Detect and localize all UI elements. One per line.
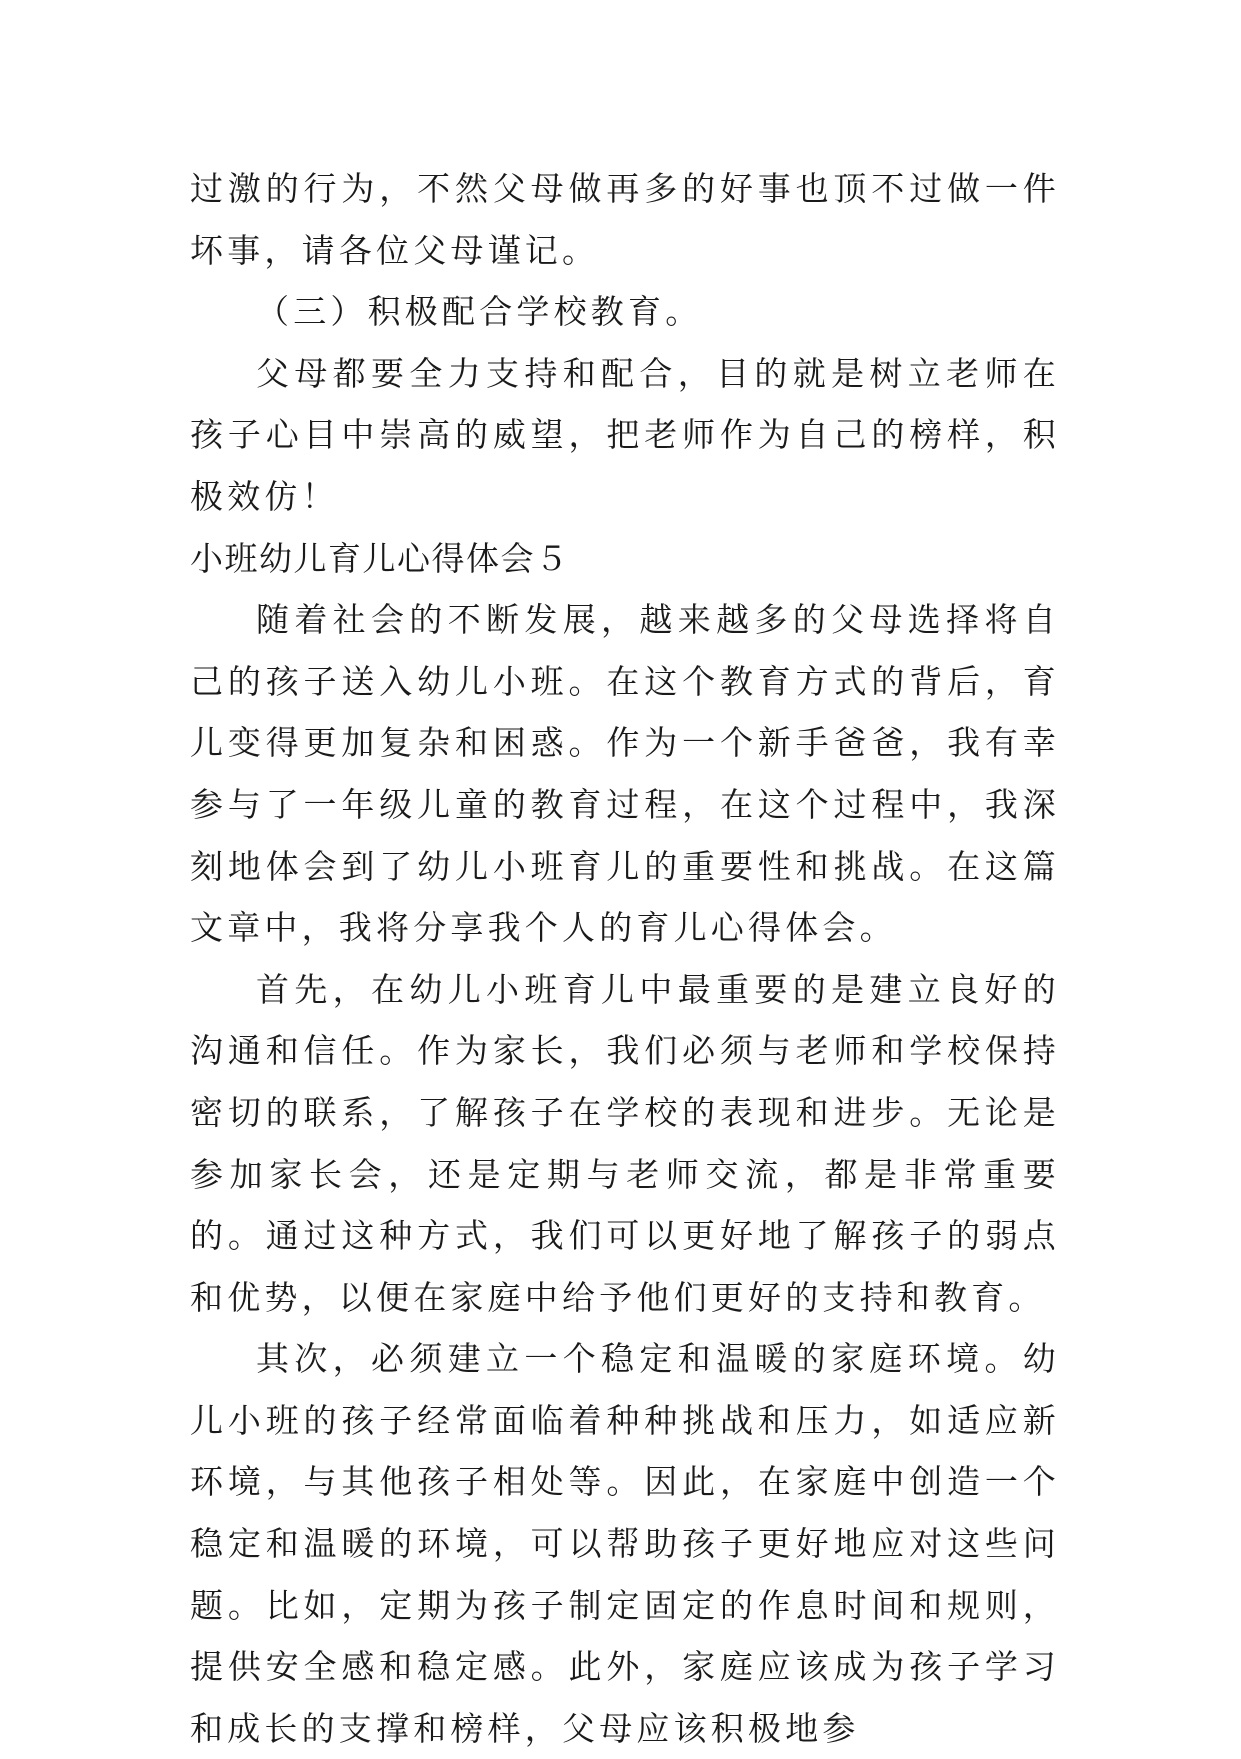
section-title: 小班幼儿育儿心得体会５	[190, 538, 570, 578]
paragraph-communication: 首先，在幼儿小班育儿中最重要的是建立良好的沟通和信任。作为家长，我们必须与老师和学校保持密切的联系，了解孩子在学校的表现和进步。无论是参加家长会，还是定期与老师交流，都是非常重要的。通过这种方式，我们可以更好地了解孩子的弱点和优势，以便在家庭中给予他们更好的支持和教育。	[190, 969, 1060, 1317]
paragraph-home-environment: 其次，必须建立一个稳定和温暖的家庭环境。幼儿小班的孩子经常面临着种种挑战和压力，如适应新环境，与其他孩子相处等。因此，在家庭中创造一个稳定和温暖的环境，可以帮助孩子更好地应对这些问题。比如，定期为孩子制定固定的作息时间和规则，提供安全感和稳定感。此外，家庭应该成为孩子学习和成长的支撑和榜样，父母应该积极地参	[190, 1339, 1060, 1748]
paragraph-support-teachers: 父母都要全力支持和配合，目的就是树立老师在孩子心目中崇高的威望，把老师作为自己的榜样，积极效仿！	[190, 353, 1060, 516]
section-subheading: （三）积极配合学校教育。	[256, 292, 703, 332]
document-body	[190, 158, 1060, 1759]
paragraph-continuation: 过激的行为，不然父母做再多的好事也顶不过做一件坏事，请各位父母谨记。	[190, 169, 1060, 270]
paragraph-intro: 随着社会的不断发展，越来越多的父母选择将自己的孩子送入幼儿小班。在这个教育方式的背后，育儿变得更加复杂和困惑。作为一个新手爸爸，我有幸参与了一年级儿童的教育过程，在这个过程中，我深刻地体会到了幼儿小班育儿的重要性和挑战。在这篇文章中，我将分享我个人的育儿心得体会。	[190, 600, 1060, 948]
